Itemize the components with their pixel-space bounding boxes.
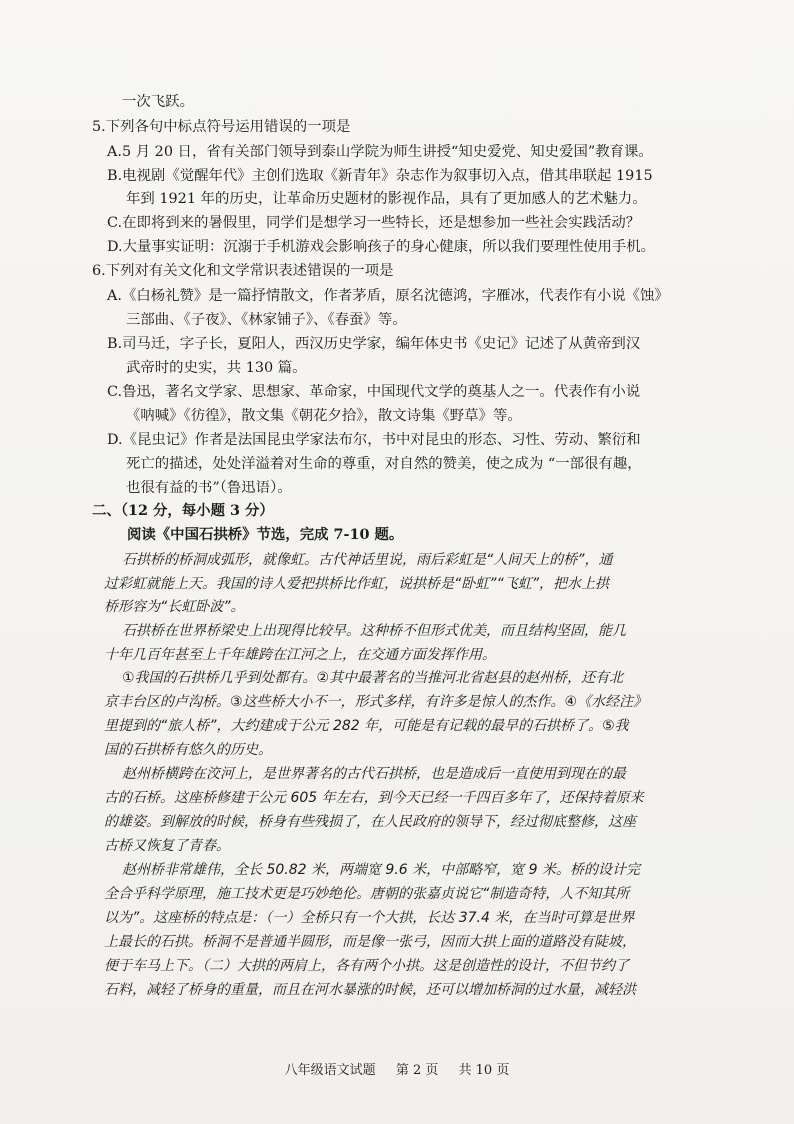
passage-line: 的雄姿。到解放的时候，桥身有些残损了，在人民政府的领导下，经过彻底整修，这座 <box>104 814 636 830</box>
option-b: B.电视剧《觉醒年代》主创们选取《新青年》杂志作为叙事切入点，借其串联起 1915 <box>107 168 653 184</box>
reading-instruction: 阅读《中国石拱桥》节选，完成 7-10 题。 <box>127 526 404 543</box>
option-d-cont: 也很有益的书”（鲁迅语）。 <box>126 480 292 496</box>
passage-line: 十年几百年甚至上千年雄跨在江河之上，在交通方面发挥作用。 <box>104 647 496 663</box>
footer-total: 共 10 页 <box>458 1063 510 1078</box>
footer-page: 第 2 页 <box>395 1063 439 1078</box>
passage-line: 赵州桥横跨在洨河上，是世界著名的古代石拱桥，也是造成后一直使用到现在的最 <box>122 766 626 782</box>
section-heading: 二、（12 分，每小题 3 分） <box>92 502 274 519</box>
passage-line: 石拱桥的桥洞成弧形，就像虹。古代神话里说，雨后彩虹是“人间天上的桥”，通 <box>122 552 613 568</box>
option-a: A.5 月 20 日，省有关部门领导到泰山学院为师生讲授“知史爱党、知史爱国”教育课。 <box>107 144 653 160</box>
question-6: 6.下列对有关文化和文学常识表述错误的一项是 <box>92 263 394 279</box>
passage-line: 石料，减轻了桥身的重量，而且在河水暴涨的时候，还可以增加桥洞的过水量，减轻洪 <box>104 982 636 998</box>
option-b-cont: 武帝时的史实，共 130 篇。 <box>126 360 307 376</box>
footer-subject: 八年级语文试题 <box>284 1063 376 1078</box>
option-d-cont: 死亡的描述，处处洋溢着对生命的尊重，对自然的赞美，使之成为 “一部很有趣， <box>126 456 642 472</box>
passage-line: 古桥又恢复了青春。 <box>104 838 230 854</box>
passage-line: 国的石拱桥有悠久的历史。 <box>104 742 272 758</box>
option-d: D.《昆虫记》作者是法国昆虫学家法布尔，书中对昆虫的形态、习性、劳动、繁衍和 <box>107 432 641 448</box>
option-a: A.《白杨礼赞》是一篇抒情散文，作者茅盾，原名沈德鸿，字雁冰，代表作有小说《蚀》 <box>107 288 669 304</box>
passage-line: 赵州桥非常雄伟，全长 50.82 米，两端宽 9.6 米，中部略窄，宽 9 米。桥的设计完 <box>122 862 640 878</box>
option-a-cont: 三部曲、《子夜》、《林家铺子》、《春蚕》等。 <box>126 312 407 328</box>
passage-line: 以为”。这座桥的特点是：（一）全桥只有一个大拱，长达 37.4 米，在当时可算是世界 <box>104 910 635 926</box>
passage-line: 桥形容为“长虹卧波”。 <box>104 599 245 615</box>
passage-line: ①我国的石拱桥几乎到处都有。②其中最著名的当推河北省赵县的赵州桥，还有北 <box>122 670 624 686</box>
passage-line: 里提到的“旅人桥”，大约建成于公元 282 年，可能是有记载的最早的石拱桥了。⑤我 <box>104 718 629 734</box>
passage-line: 京丰台区的卢沟桥。③这些桥大小不一，形式多样，有许多是惊人的杰作。④《水经注》 <box>104 694 648 710</box>
page-footer <box>0 1059 794 1078</box>
passage-line: 上最长的石拱。桥洞不是普通半圆形，而是像一张弓，因而大拱上面的道路没有陡坡， <box>104 934 636 950</box>
option-d: D.大量事实证明：沉溺于手机游戏会影响孩子的身心健康，所以我们要理性使用手机。 <box>107 239 656 255</box>
text-line: 一次飞跃。 <box>122 94 194 110</box>
option-b-cont: 年到 1921 年的历史，让革命历史题材的影视作品，具有了更加感人的艺术魅力。 <box>126 191 647 207</box>
option-c: C.鲁迅，著名文学家、思想家、革命家，中国现代文学的奠基人之一。代表作有小说 <box>107 384 641 400</box>
question-5: 5.下列各句中标点符号运用错误的一项是 <box>92 119 351 135</box>
passage-line: 过彩虹就能上天。我国的诗人爱把拱桥比作虹，说拱桥是“卧虹”“飞虹”，把水上拱 <box>104 576 610 592</box>
passage-line: 全合乎科学原理，施工技术更是巧妙绝伦。唐朝的张嘉贞说它“制造奇特，人不知其所 <box>104 886 630 902</box>
passage-line: 便于车马上下。（二）大拱的两肩上，各有两个小拱。这是创造性的设计，不但节约了 <box>104 958 629 974</box>
passage-line: 古的石桥。这座桥修建于公元 605 年左右，到今天已经一千四百多年了，还保持着原来 <box>104 790 644 806</box>
option-c-cont: 《呐喊》《彷徨》，散文集《朝花夕拾》，散文诗集《野草》等。 <box>126 408 522 424</box>
option-b: B.司马迁，字子长，夏阳人，西汉历史学家，编年体史书《史记》记述了从黄帝到汉 <box>107 336 641 352</box>
passage-line: 石拱桥在世界桥梁史上出现得比较早。这种桥不但形式优美，而且结构坚固，能几 <box>122 623 626 639</box>
option-c: C.在即将到来的暑假里，同学们是想学习一些特长，还是想参加一些社会实践活动？ <box>107 215 641 231</box>
